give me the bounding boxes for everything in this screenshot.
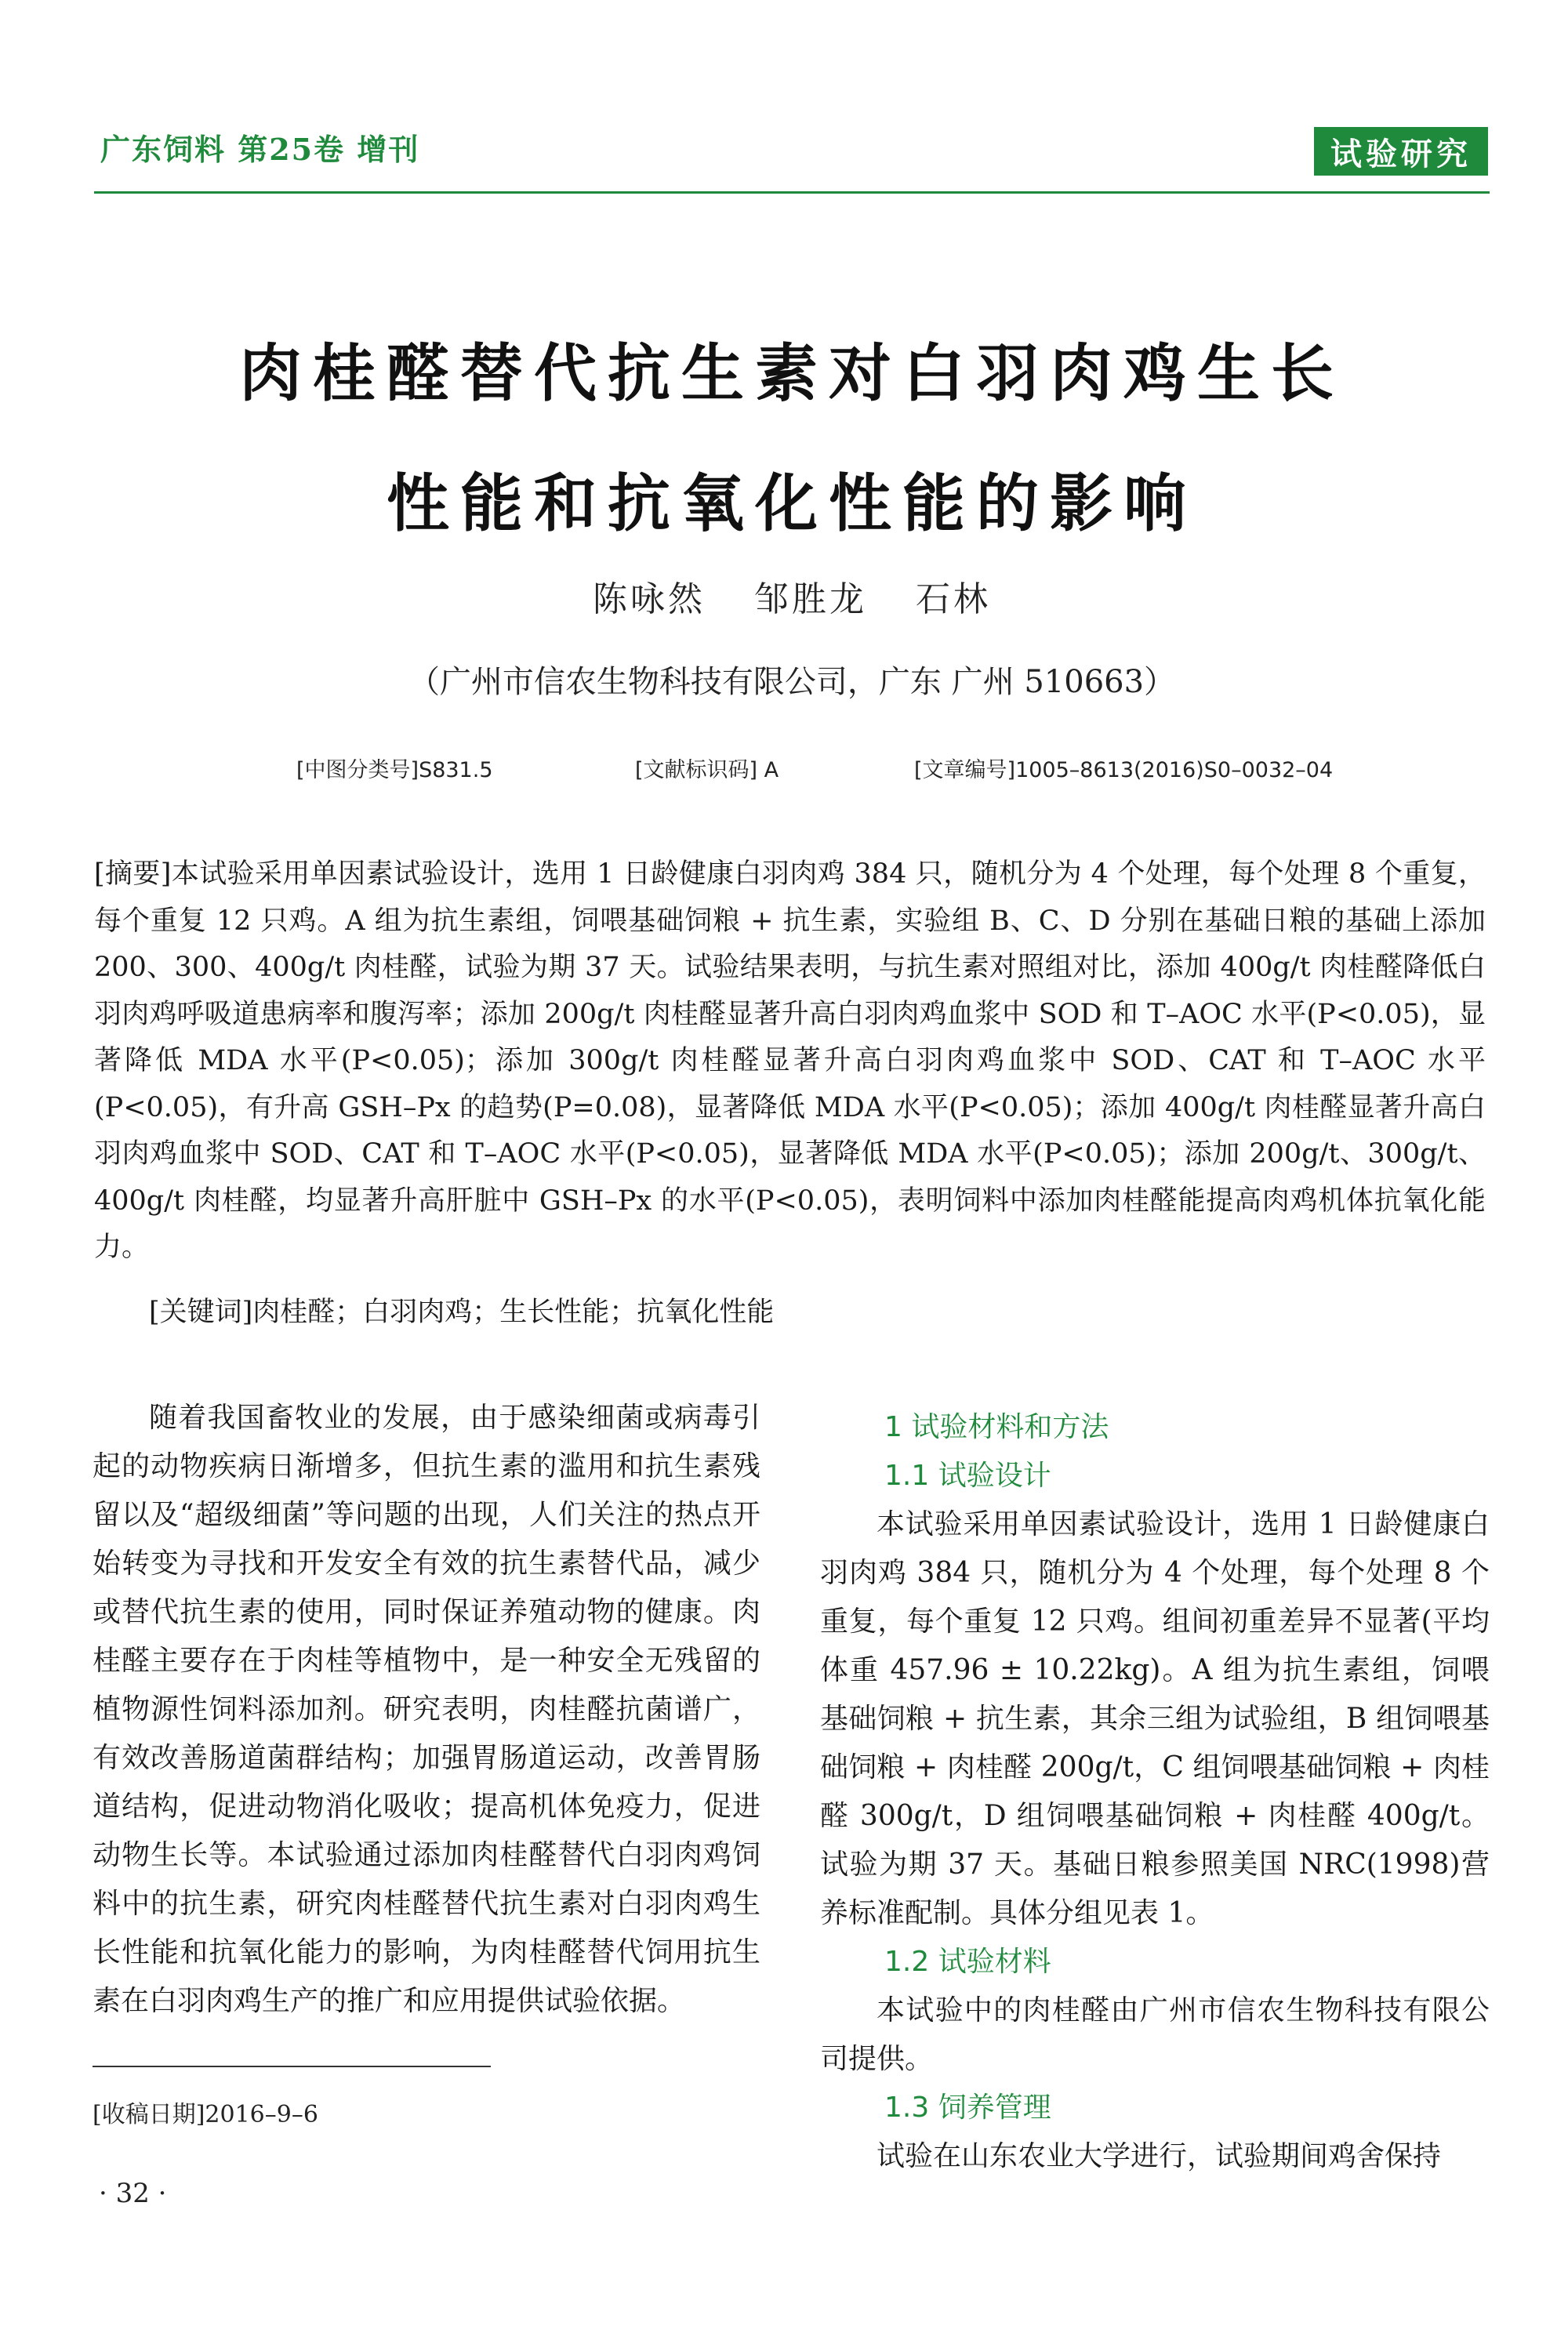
journal-header: 广东饲料 第25卷 增刊 [100,132,420,167]
page-number: · 32 · [99,2178,167,2209]
methods-column [820,1403,1490,2181]
clc-number: [中图分类号]S831.5 [296,758,493,782]
author-3: 石林 [916,579,991,619]
section-heading-1: 1 试验材料和方法 [884,1411,1109,1443]
document-code: [文献标识码] A [635,758,779,782]
article-number: [文章编号]1005–8613(2016)S0–0032–04 [914,758,1334,782]
keywords: [关键词]肉桂醛；白羽肉鸡；生长性能；抗氧化性能 [149,1297,775,1328]
author-list [94,571,1490,621]
header-divider [94,191,1490,194]
affiliation: （广州市信农生物科技有限公司，广东 广州 510663） [408,664,1176,700]
author-2: 邹胜龙 [754,579,867,619]
introduction-paragraph: 随着我国畜牧业的发展，由于感染细菌或病毒引起的动物疾病日渐增多，但抗生素的滥用和抗生素残留以及“超级细菌”等问题的出现，人们关注的热点开始转变为寻找和开发安全有效的抗生素替代品，减少或替代抗生素的使用，同时保证养殖动物的健康。肉桂醛主要存在于肉桂等植物中，是一种安全无残留的植物源性饲料添加剂。研究表明，肉桂醛抗菌谱广，有效改善肠道菌群结构；加强胃肠道运动，改善胃肠道结构，促进动物消化吸收；提高机体免疫力，促进动物生长等。本试验通过添加肉桂醛替代白羽肉鸡饲料中的抗生素，研究肉桂醛替代抗生素对白羽肉鸡生长性能和抗氧化能力的影响，为肉桂醛替代饲用抗生素在白羽肉鸡生产的推广和应用提供试验依据。 [93,1402,760,2017]
section-badge: 试验研究 [1314,127,1488,176]
author-1: 陈咏然 [593,579,706,619]
article-title-line2: 性能和抗氧化性能的影响 [387,466,1197,540]
abstract: [摘要]本试验采用单因素试验设计，选用 1 日龄健康白羽肉鸡 384 只，随机分为 4 个处理，每个处理 8 个重复，每个重复 12 只鸡。A 组为抗生素组，饲喂基础饲粮 + 抗生素，实验组 B、C、D 分别在基础日粮的基础上添加 200、300、400g/t 肉桂醛，试验为期 37 天。试验结果表明，与抗生素对照组对比，添加 400g/t 肉桂醛降低白羽肉鸡呼吸道患病率和腹泻率；添加 200g/t 肉桂醛显著升高白羽肉鸡血浆中 SOD 和 T–AOC 水平(P<0.05)，显著降低 MDA 水平(P<0.05)；添加 300g/t 肉桂醛显著升高白羽肉鸡血浆中 SOD、CAT 和 T–AOC 水平(P<0.05)，有升高 GSH–Px 的趋势(P=0.08)，显著降低 MDA 水平(P<0.05)；添加 400g/t 肉桂醛显著升高白羽肉鸡血浆中 SOD、CAT 和 T–AOC 水平(P<0.05)，显著降低 MDA 水平(P<0.05)；添加 200g/t、300g/t、400g/t 肉桂醛，均显著升高肝脏中 GSH–Px 的水平(P<0.05)，表明饲料中添加肉桂醛能提高肉鸡机体抗氧化能力。 [94,858,1486,1263]
section-heading-1-3: 1.3 饲养管理 [884,2092,1051,2124]
section-heading-1-2: 1.2 试验材料 [884,1946,1051,1978]
article-title-line1: 肉桂醛替代抗生素对白羽肉鸡生长 [239,336,1345,410]
design-paragraph: 本试验采用单因素试验设计，选用 1 日龄健康白羽肉鸡 384 只，随机分为 4 个处理，每个处理 8 个重复，每个重复 12 只鸡。组间初重差异不显著(平均体重 457.96 ± 10.22kg)。A 组为抗生素组，饲喂基础饲粮 + 抗生素，其余三组为试验组，B 组饲喂基础饲粮 + 肉桂醛 200g/t，C 组饲喂基础饲粮 + 肉桂醛 300g/t，D 组饲喂基础饲粮 + 肉桂醛 400g/t。试验为期 37 天。基础日粮参照美国 NRC(1998)营养标准配制。具体分组见表 1。 [820,1508,1490,1929]
section-heading-1-1: 1.1 试验设计 [884,1460,1051,1492]
footnote-divider [93,2066,491,2067]
received-date: [收稿日期]2016–9–6 [93,2101,318,2128]
management-paragraph: 试验在山东农业大学进行，试验期间鸡舍保持 [877,2140,1442,2172]
materials-paragraph: 本试验中的肉桂醛由广州市信农生物科技有限公司提供。 [820,1994,1490,2075]
